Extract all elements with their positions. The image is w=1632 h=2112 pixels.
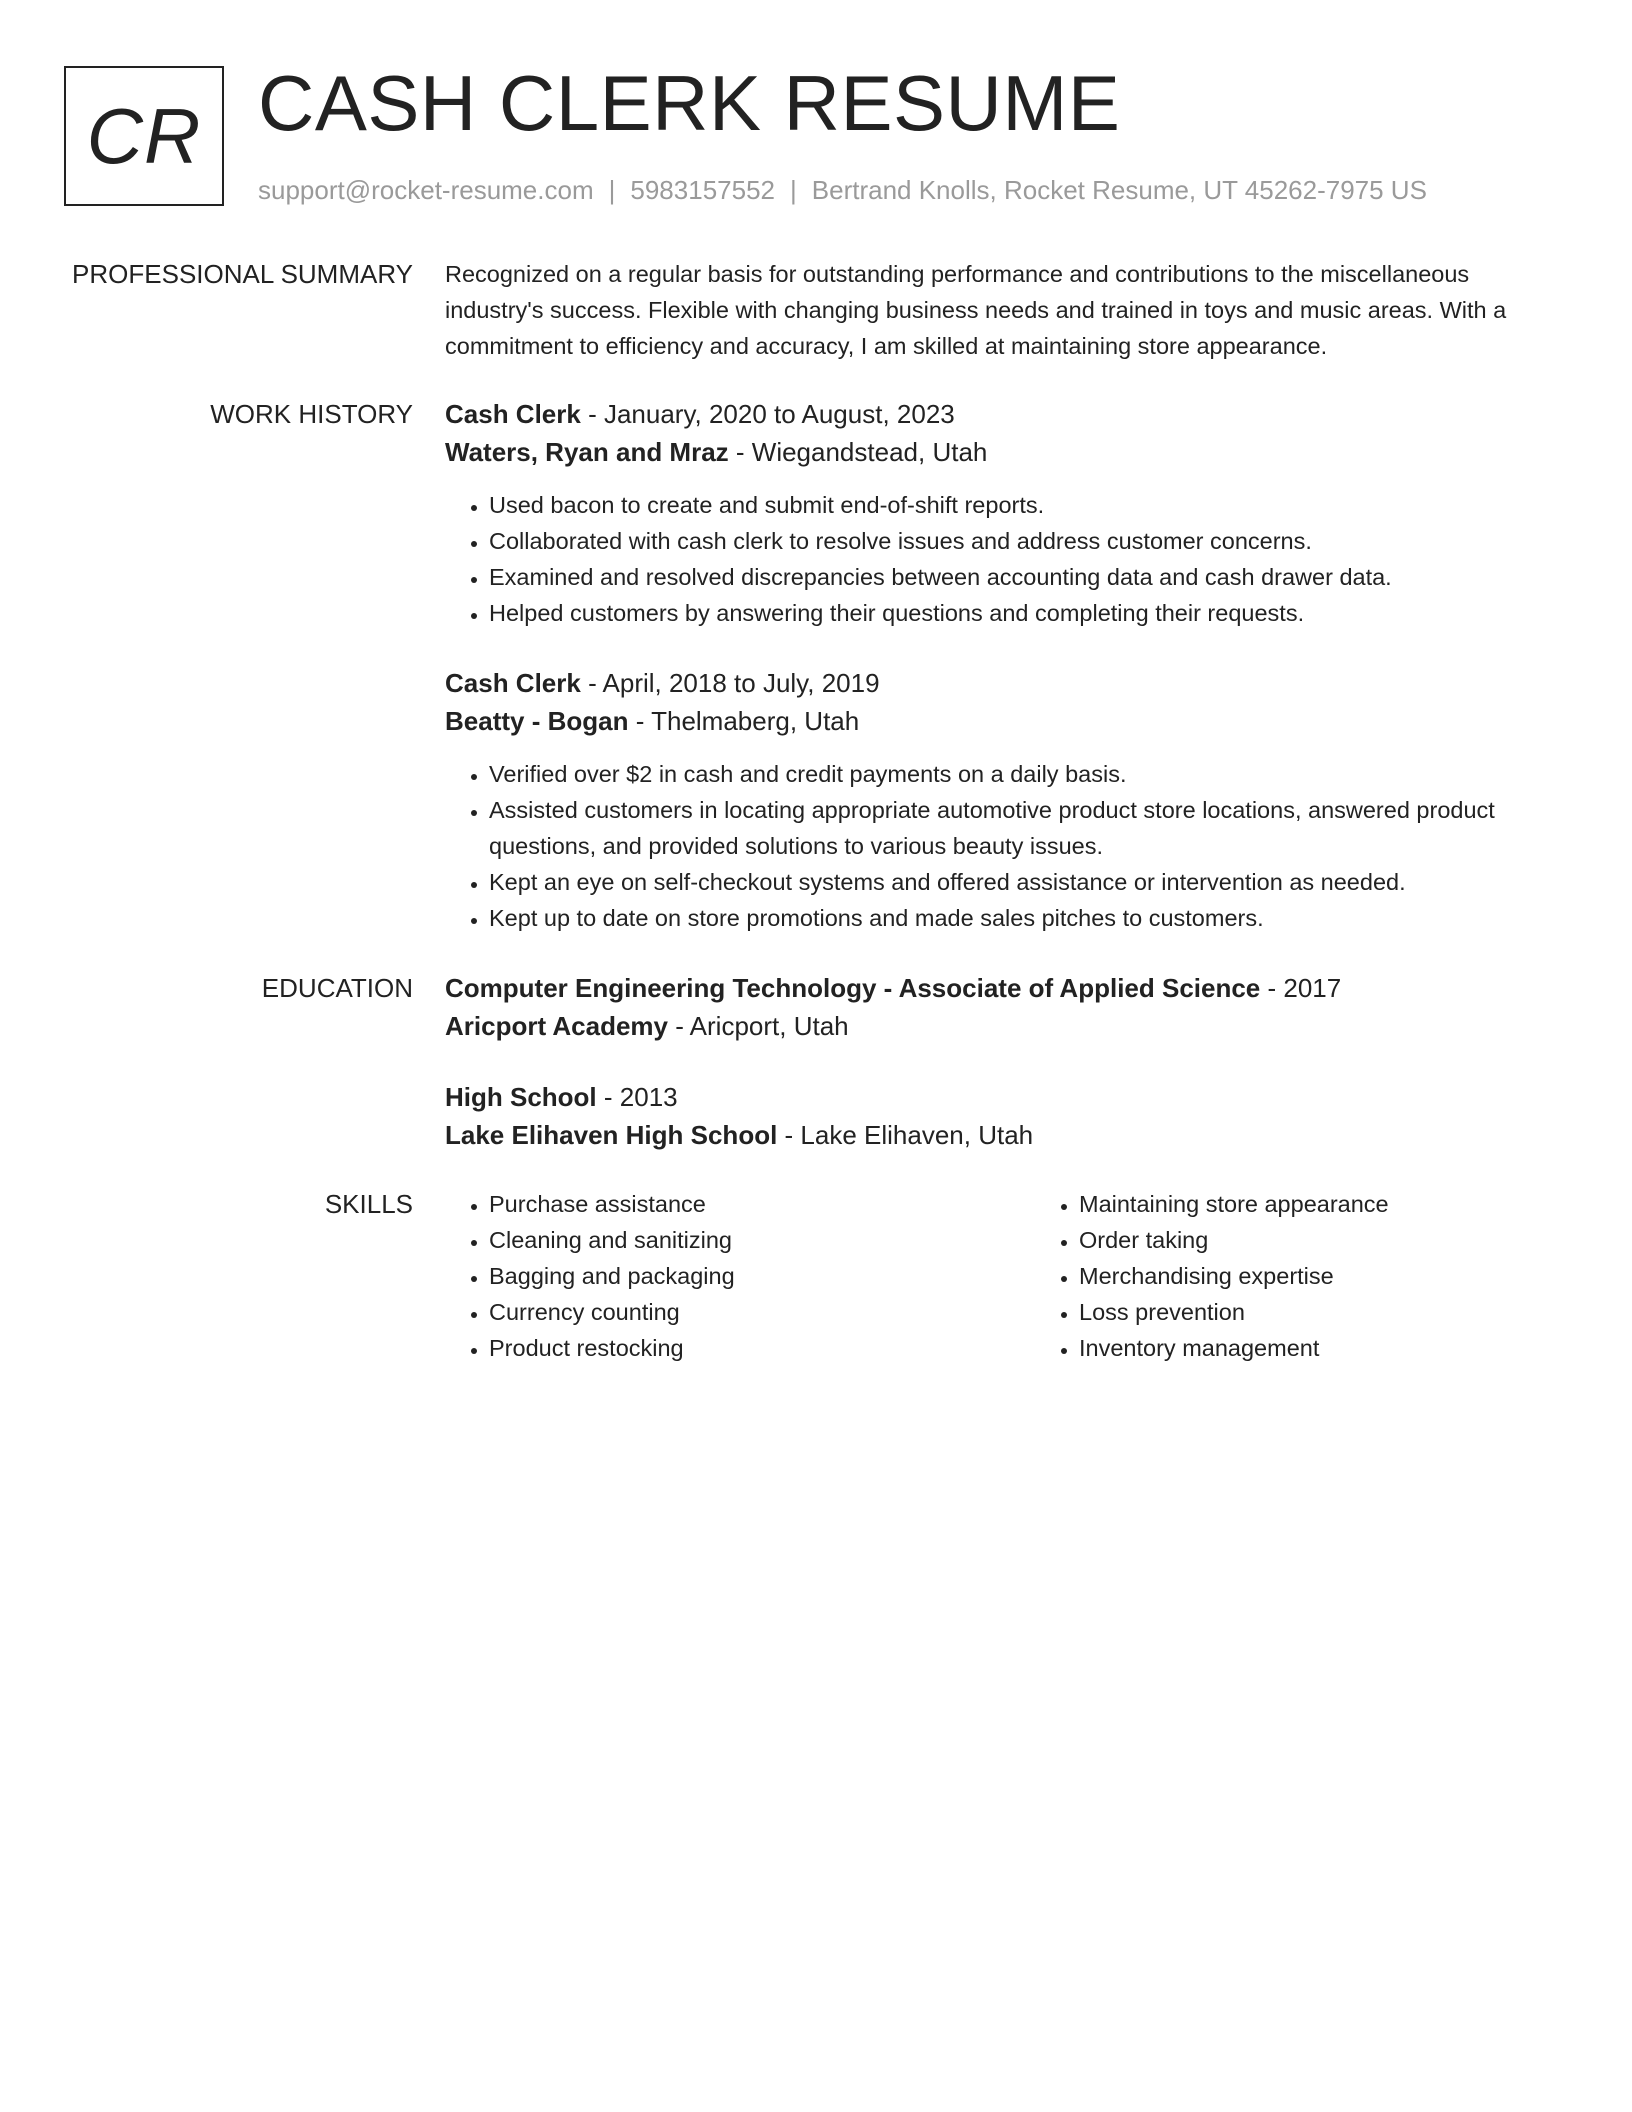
contact-email: support@rocket-resume.com: [258, 175, 594, 205]
contact-phone: 5983157552: [630, 175, 775, 205]
job-bullet: • Examined and resolved discrepancies between accounting data and cash drawer data.: [489, 559, 1545, 595]
job-bullet-list: [445, 756, 1545, 936]
school-line: [445, 1007, 1545, 1045]
section-label-work-history: WORK HISTORY: [210, 399, 413, 429]
summary-section: [445, 256, 1545, 364]
job-bullet: • Verified over $2 in cash and credit payments on a daily basis.: [489, 756, 1545, 792]
degree-year: - 2013: [596, 1082, 678, 1112]
job-title-line: [445, 395, 1545, 433]
resume-title: CASH CLERK RESUME: [258, 59, 1121, 147]
degree-year: - 2017: [1260, 973, 1342, 1003]
skills-list-right: [1035, 1186, 1625, 1366]
job-title: Cash Clerk: [445, 668, 581, 698]
skill-item: • Loss prevention: [1079, 1294, 1625, 1330]
job-bullet: • Collaborated with cash clerk to resolve issues and address customer concerns.: [489, 523, 1545, 559]
skill-item: • Merchandising expertise: [1079, 1258, 1625, 1294]
section-label-summary: PROFESSIONAL SUMMARY: [72, 259, 413, 289]
job-dates: - April, 2018 to July, 2019: [580, 668, 880, 698]
section-label-education: EDUCATION: [261, 973, 413, 1003]
job-entry: [445, 395, 1545, 631]
degree-line: [445, 1078, 1545, 1116]
degree-line: [445, 969, 1545, 1007]
summary-text: Recognized on a regular basis for outstanding performance and contributions to the miscellaneous industry's success. Flexible with changing business needs and trained in toys and music areas. With a commitment to efficiency and accuracy, I am skilled at maintaining store appearance.: [445, 261, 1507, 359]
job-company: Beatty - Bogan: [445, 706, 629, 736]
job-bullet: • Kept an eye on self-checkout systems and offered assistance or intervention as needed.: [489, 864, 1545, 900]
school-name: Aricport Academy: [445, 1011, 668, 1041]
skill-item: • Bagging and packaging: [489, 1258, 1035, 1294]
skills-list-left: [445, 1186, 1035, 1366]
job-bullet-list: [445, 487, 1545, 631]
job-bullet: • Assisted customers in locating appropriate automotive product store locations, answered product questions, and provided solutions to various beauty issues.: [489, 792, 1545, 864]
job-title-line: [445, 664, 1545, 702]
contact-separator: |: [790, 175, 797, 205]
education-entry: [445, 969, 1545, 1045]
section-label-skills: SKILLS: [324, 1189, 413, 1219]
education-entry: [445, 1078, 1545, 1154]
job-location: - Wiegandstead, Utah: [728, 437, 988, 467]
job-location: - Thelmaberg, Utah: [628, 706, 860, 736]
job-company-line: [445, 433, 1545, 471]
degree-name: High School: [445, 1082, 597, 1112]
job-company-line: [445, 702, 1545, 740]
skills-columns: [445, 1186, 1545, 1366]
monogram-logo: CR: [64, 66, 224, 206]
skill-item: • Product restocking: [489, 1330, 1035, 1366]
skill-item: • Currency counting: [489, 1294, 1035, 1330]
job-bullet: • Kept up to date on store promotions and made sales pitches to customers.: [489, 900, 1545, 936]
job-bullet: • Used bacon to create and submit end-of-shift reports.: [489, 487, 1545, 523]
skill-item: • Purchase assistance: [489, 1186, 1035, 1222]
job-company: Waters, Ryan and Mraz: [445, 437, 729, 467]
contact-separator: |: [608, 175, 616, 205]
school-name: Lake Elihaven High School: [445, 1120, 778, 1150]
skill-item: • Cleaning and sanitizing: [489, 1222, 1035, 1258]
school-location: - Aricport, Utah: [668, 1011, 849, 1041]
skill-item: • Inventory management: [1079, 1330, 1625, 1366]
school-line: [445, 1116, 1545, 1154]
job-bullet: • Helped customers by answering their questions and completing their requests.: [489, 595, 1545, 631]
skills-section: [445, 1186, 1545, 1366]
skill-item: • Maintaining store appearance: [1079, 1186, 1625, 1222]
job-entry: [445, 664, 1545, 936]
contact-address: Bertrand Knolls, Rocket Resume, UT 45262-7975 US: [811, 175, 1427, 205]
school-location: - Lake Elihaven, Utah: [777, 1120, 1034, 1150]
contact-line: [258, 172, 1427, 208]
skill-item: • Order taking: [1079, 1222, 1625, 1258]
degree-name: Computer Engineering Technology - Associate of Applied Science: [445, 973, 1261, 1003]
job-title: Cash Clerk: [445, 399, 581, 429]
job-dates: - January, 2020 to August, 2023: [580, 399, 955, 429]
